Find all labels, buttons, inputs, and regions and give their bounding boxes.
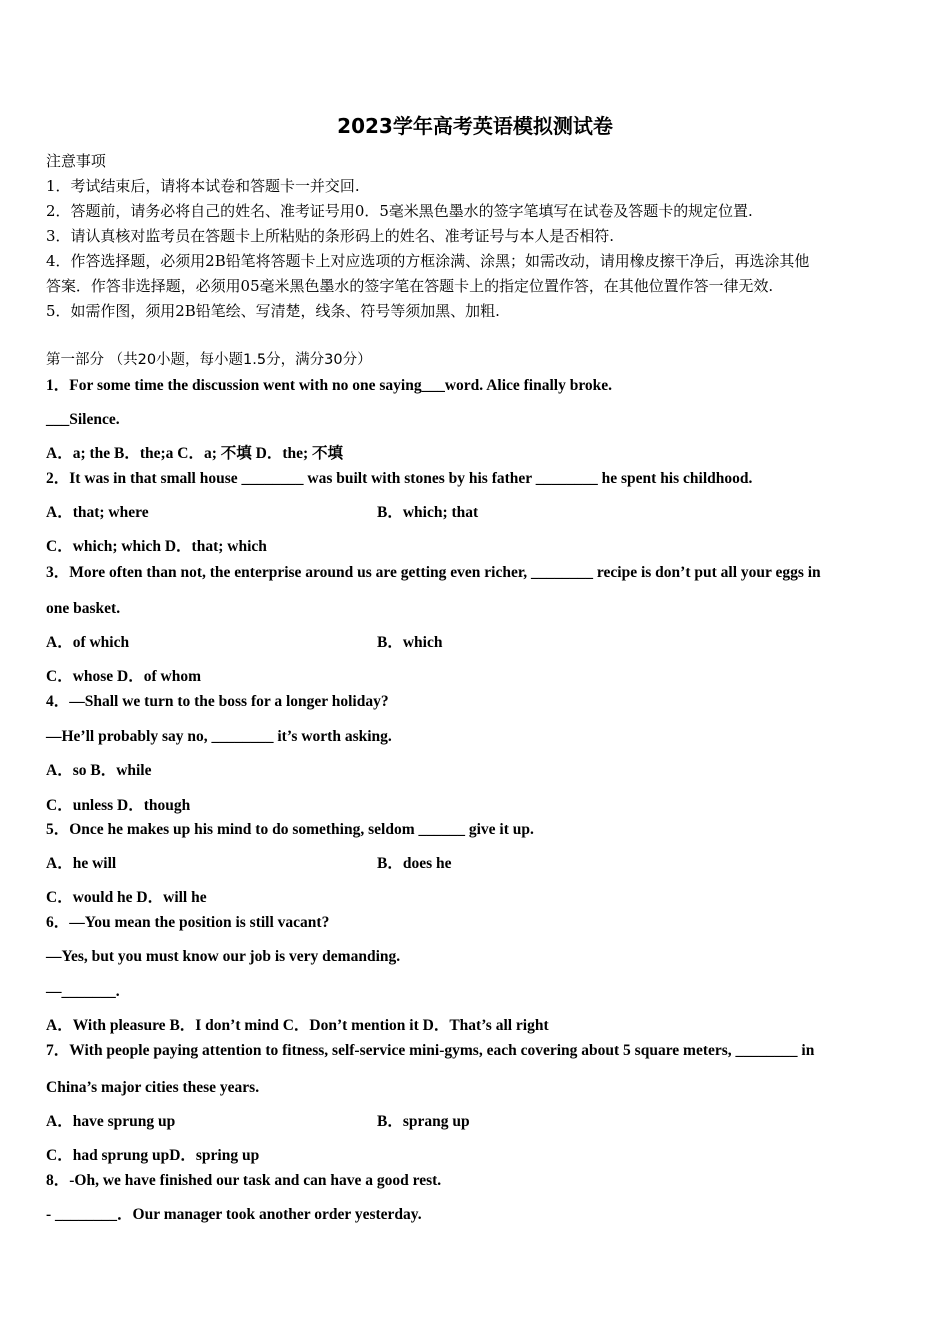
q6-line2: —Yes, but you must know our job is very demanding. — [46, 948, 401, 965]
q2-stem: 2．It was in that small house ________ was built with stones by his father ________ he spent his childhood. — [46, 470, 753, 487]
q3-options-cd: C．whose D．of whom — [46, 668, 202, 685]
q8-line2: - ________．Our manager took another order yesterday. — [46, 1206, 422, 1223]
q5-option-a: A．he will — [46, 855, 117, 872]
q7-stem: 7．With people paying attention to fitness, self-service mini-gyms, each covering about 5 square meters, ________ in — [46, 1042, 815, 1059]
notes-section — [46, 149, 906, 324]
q7-option-b: B．sprang up — [377, 1113, 470, 1130]
q2-option-b: B．which; that — [377, 504, 479, 521]
notes-line: 4．作答选择题，必须用2B铅笔将答题卡上对应选项的方框涂满、涂黑；如需改动，请用橡皮擦干净后，再选涂其他 — [46, 252, 810, 270]
q3-option-b: B．which — [377, 634, 443, 651]
q4-options-ab: A．so B．while — [46, 762, 152, 779]
q7-option-a: A．have sprung up — [46, 1113, 176, 1130]
part1-heading: 第一部分 （共20小题，每小题1.5分，满分30分） — [46, 352, 372, 368]
q1-line2: ___Silence. — [46, 411, 120, 428]
q1-options: A．a; the B．the;a C．a; 不填 D．the; 不填 — [46, 445, 344, 462]
q3-option-a: A．of which — [46, 634, 130, 651]
notes-line: 2．答题前，请务必将自己的姓名、准考证号用0．5毫米黑色墨水的签字笔填写在试卷及答题卡的规定位置. — [46, 202, 753, 220]
q6-line3: —_______. — [46, 983, 120, 1000]
q5-option-b: B．does he — [377, 855, 452, 872]
notes-line: 3．请认真核对监考员在答题卡上所粘贴的条形码上的姓名、准考证号与本人是否相符. — [46, 227, 615, 245]
q5-options-cd: C．would he D．will he — [46, 889, 207, 906]
q6-options: A．With pleasure B．I don’t mind C．Don’t mention it D．That’s all right — [46, 1017, 549, 1034]
q6-stem: 6．—You mean the position is still vacant? — [46, 914, 330, 931]
q7-line2: China’s major cities these years. — [46, 1079, 260, 1096]
notes-heading: 注意事项 — [46, 152, 106, 170]
q4-options-cd: C．unless D．though — [46, 797, 191, 814]
q1-stem: 1．For some time the discussion went with no one saying___word. Alice finally broke. — [46, 377, 613, 394]
q5-stem: 5．Once he makes up his mind to do something, seldom ______ give it up. — [46, 821, 534, 838]
q2-options-cd: C．which; which D．that; which — [46, 538, 267, 555]
q8-stem: 8．-Oh, we have finished our task and can have a good rest. — [46, 1172, 442, 1189]
notes-line: 答案．作答非选择题，必须用05毫米黑色墨水的签字笔在答题卡上的指定位置作答，在其他位置作答一律无效. — [46, 277, 774, 295]
q3-line2: one basket. — [46, 600, 121, 617]
q7-options-cd: C．had sprung upD．spring up — [46, 1147, 260, 1164]
q2-option-a: A．that; where — [46, 504, 149, 521]
notes-line: 5．如需作图，须用2B铅笔绘、写清楚，线条、符号等须加黑、加粗. — [46, 302, 500, 320]
page-title: 2023学年高考英语模拟测试卷 — [337, 114, 613, 138]
notes-line: 1．考试结束后，请将本试卷和答题卡一并交回. — [46, 177, 360, 195]
q4-line2: —He’ll probably say no, ________ it’s worth asking. — [46, 728, 392, 745]
q3-stem: 3．More often than not, the enterprise around us are getting even richer, ________ recipe is don’t put all your eggs in — [46, 564, 821, 581]
q4-stem: 4．—Shall we turn to the boss for a longer holiday? — [46, 693, 389, 710]
